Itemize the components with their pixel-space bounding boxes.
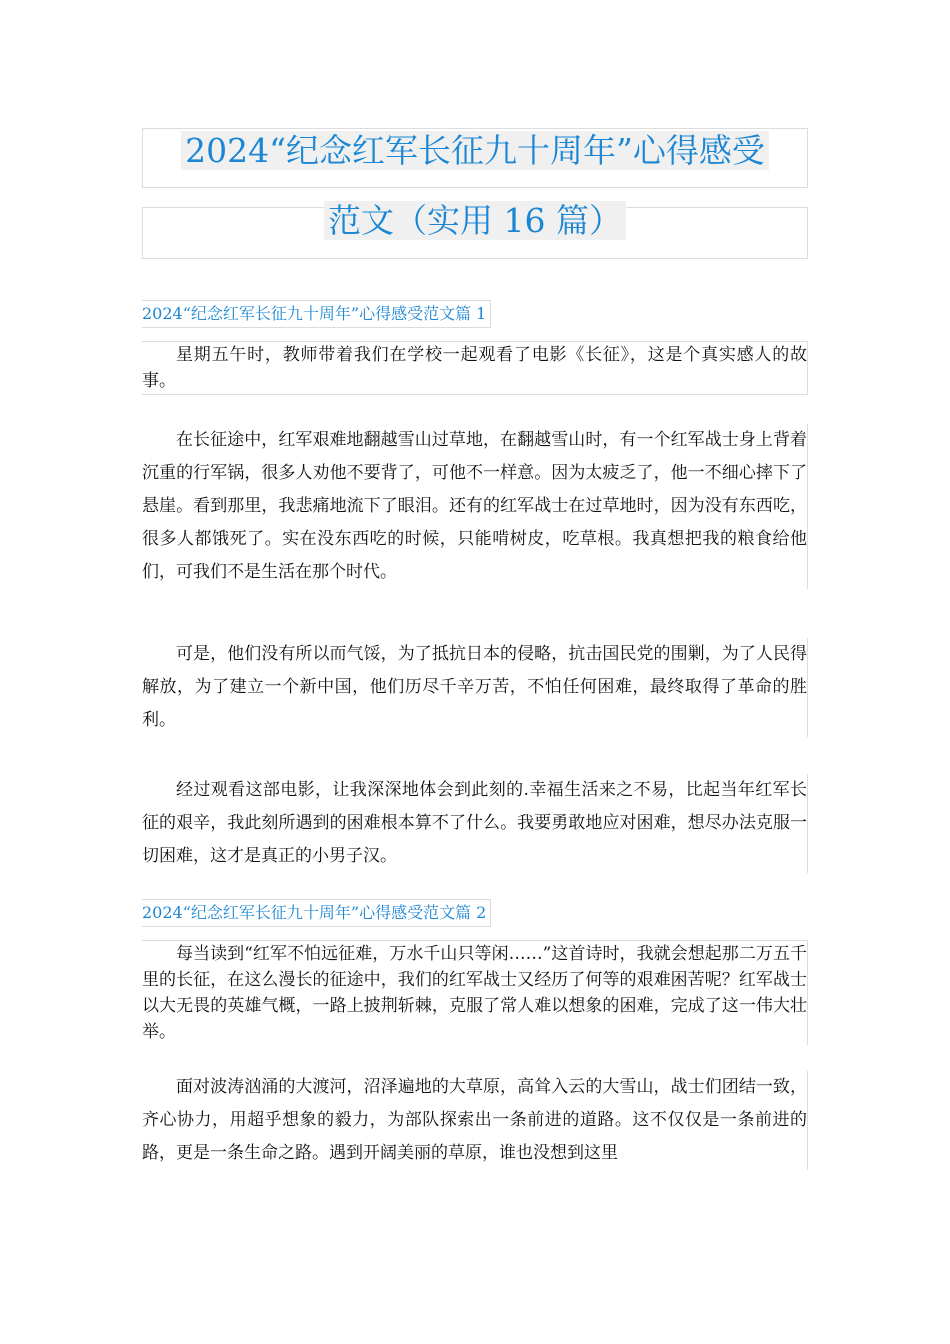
paragraph: 星期五午时，教师带着我们在学校一起观看了电影《长征》，这是个真实感人的故事。: [142, 341, 808, 395]
paragraph: 可是，他们没有所以而气馁，为了抵抗日本的侵略，抗击国民党的围剿，为了人民得解放，为了建立一个新中国，他们历尽千辛万苦，不怕任何困难，最终取得了革命的胜利。: [142, 638, 808, 737]
paragraph: 经过观看这部电影，让我深深地体会到此刻的.幸福生活来之不易，比起当年红军长征的艰辛，我此刻所遇到的困难根本算不了什么。我要勇敢地应对困难，想尽办法克服一切困难，这才是真正的小男子汉。: [142, 774, 808, 873]
section-heading-2: 2024“纪念红军长征九十周年”心得感受范文篇 2: [142, 899, 491, 927]
title-line-1: 2024“纪念红军长征九十周年”心得感受: [142, 128, 808, 188]
section-heading-1: 2024“纪念红军长征九十周年”心得感受范文篇 1: [142, 300, 491, 328]
paragraph: 在长征途中，红军艰难地翻越雪山过草地，在翻越雪山时，有一个红军战士身上背着沉重的行军锅，很多人劝他不要背了，可他不一样意。因为太疲乏了，他一不细心摔下了悬崖。看到那里，我悲痛地流下了眼泪。还有的红军战士在过草地时，因为没有东西吃，很多人都饿死了。实在没东西吃的时候，只能啃树皮，吃草根。我真想把我的粮食给他们，可我们不是生活在那个时代。: [142, 424, 808, 589]
paragraph: 每当读到“红军不怕远征难，万水千山只等闲……”这首诗时，我就会想起那二万五千里的长征，在这么漫长的征途中，我们的红军战士又经历了何等的艰难困苦呢？红军战士以大无畏的英雄气概，一路上披荆斩棘，克服了常人难以想象的困难，完成了这一伟大壮举。: [142, 940, 808, 1045]
title-line-2: 范文（实用 16 篇）: [142, 207, 808, 259]
paragraph: 面对波涛汹涌的大渡河，沼泽遍地的大草原，高耸入云的大雪山，战士们团结一致，齐心协力，用超乎想象的毅力，为部队探索出一条前进的道路。这不仅仅是一条前进的路，更是一条生命之路。遇到开阔美丽的草原，谁也没想到这里: [142, 1071, 808, 1170]
